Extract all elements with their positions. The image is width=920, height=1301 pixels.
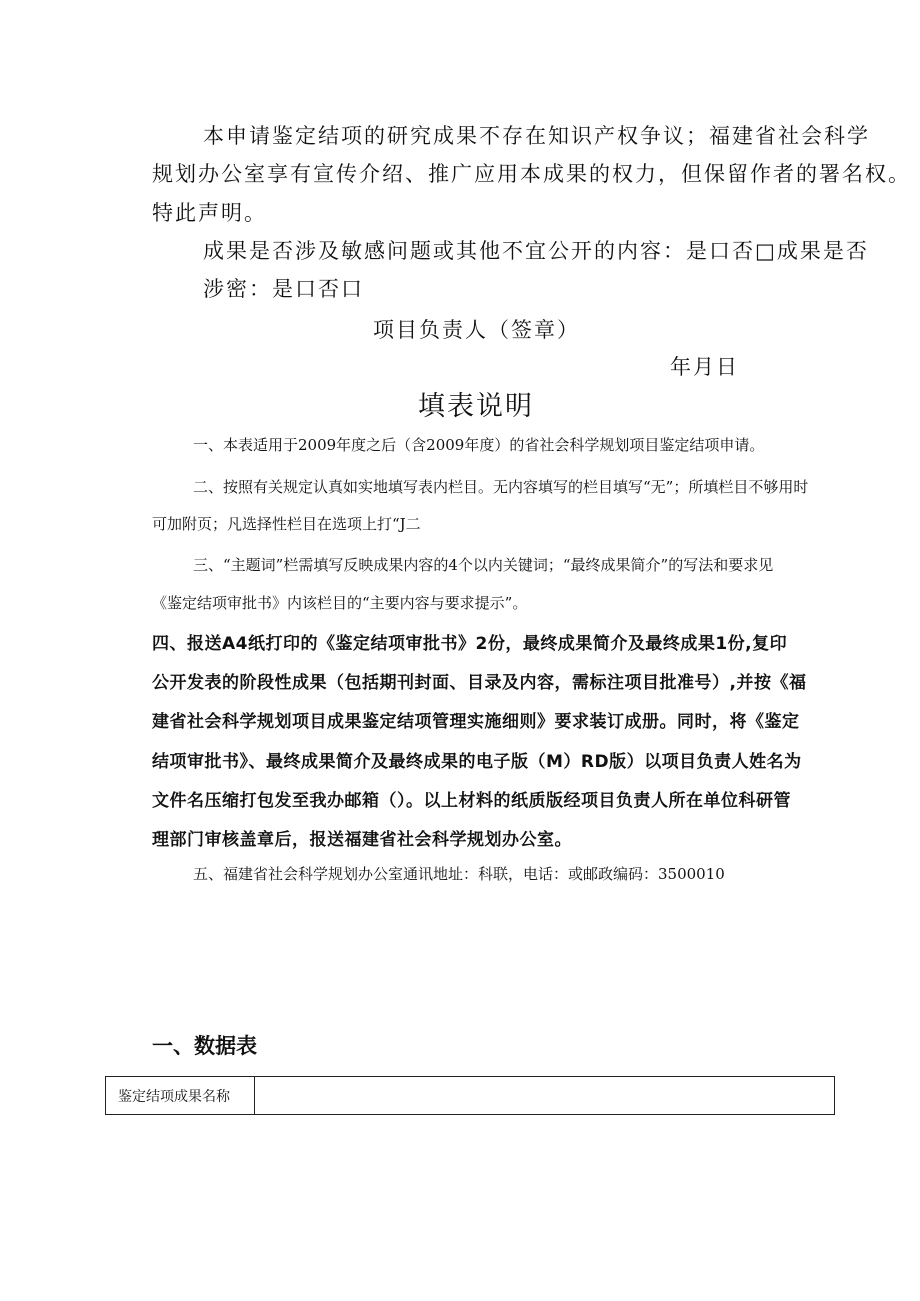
declaration-line-1: 本申请鉴定结项的研究成果不存在知识产权争议；福建省社会科学 [203,124,870,148]
instruction-item-4-line-2: 公开发表的阶段性成果（包括期刊封面、目录及内容，需标注项目批准号）,并按《福 [152,673,807,693]
declaration-line-3: 特此声明。 [152,201,267,225]
instruction-item-1: 一、本表适用于2009年度之后（含2009年度）的省社会科学规划项目鉴定结项申请。 [193,436,765,454]
result-name-field[interactable] [255,1077,835,1115]
instructions-title: 填表说明 [418,391,534,422]
data-table-section-title: 一、数据表 [152,1034,257,1058]
instruction-item-4-line-4: 结项审批书》、最终成果简介及最终成果的电子版（M）RD版）以项目负责人姓名为 [152,752,802,772]
instruction-item-3-line-1: 三、“主题词”栏需填写反映成果内容的4个以内关键词；“最终成果简介”的写法和要求见 [193,556,774,574]
result-name-label: 鉴定结项成果名称 [106,1077,255,1115]
sensitive-content-question: 成果是否涉及敏感问题或其他不宜公开的内容：是口否□成果是否 [203,239,869,263]
table-row [106,1077,835,1115]
instruction-item-2-line-2: 可加附页；凡选择性栏目在选项上打“J二 [152,515,421,533]
instruction-item-3-line-2: 《鉴定结项审批书》内该栏目的“主要内容与要求提示”。 [152,594,528,612]
instruction-item-4-line-6: 理部门审核盖章后，报送福建省社会科学规划办公室。 [152,830,572,850]
instruction-item-4-line-1: 四、报送A4纸打印的《鉴定结项审批书》2份，最终成果简介及最终成果1份,复印 [152,634,788,654]
classified-question: 涉密：是口否口 [203,277,364,301]
data-table [105,1076,835,1115]
instruction-item-5: 五、福建省社会科学规划办公室通讯地址：科联，电话：或邮政编码：3500010 [193,865,725,883]
signature-line: 项目负责人（签章） [373,318,580,342]
date-line: 年月日 [670,355,739,379]
declaration-line-2: 规划办公室享有宣传介绍、推广应用本成果的权力，但保留作者的署名权。 [152,162,911,186]
instruction-item-4-line-3: 建省社会科学规划项目成果鉴定结项管理实施细则》要求装订成册。同时，将《鉴定 [152,712,800,732]
instruction-item-2-line-1: 二、按照有关规定认真如实地填写表内栏目。无内容填写的栏目填写“无”；所填栏目不够用时 [193,478,809,496]
instruction-item-4-line-5: 文件名压缩打包发至我办邮箱（）。以上材料的纸质版经项目负责人所在单位科研管 [152,791,791,811]
